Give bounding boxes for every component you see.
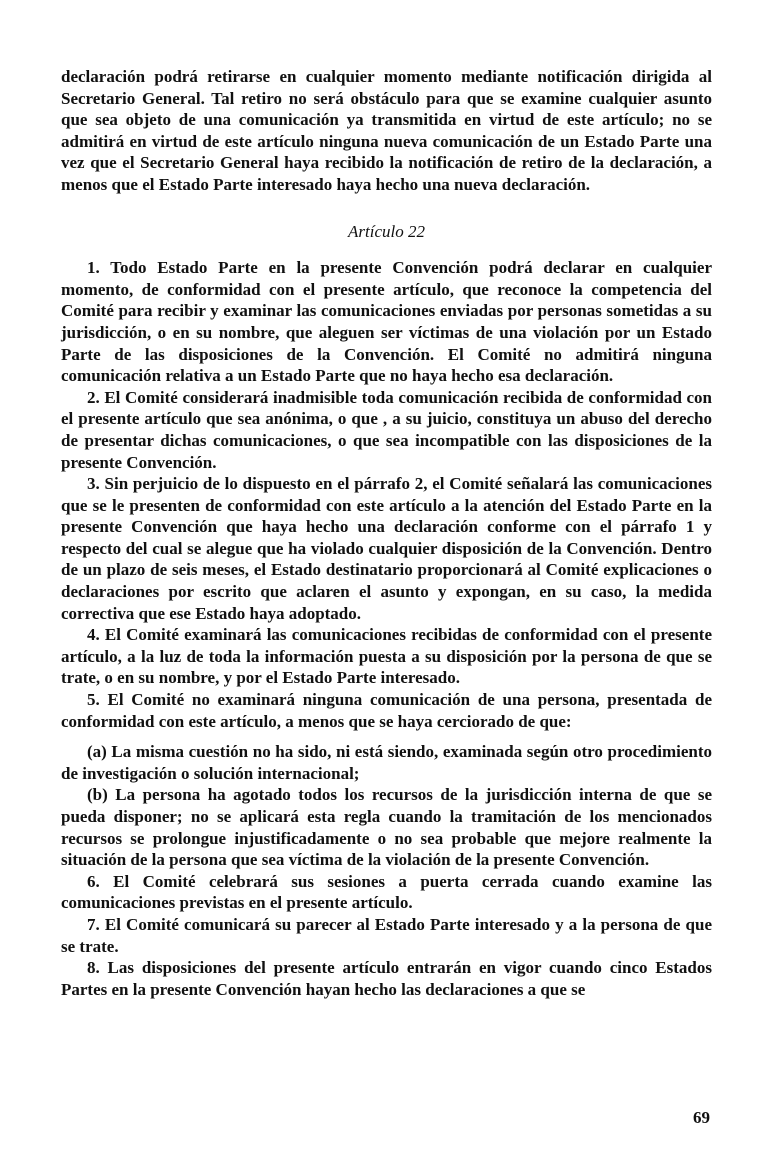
article-heading: Artículo 22 xyxy=(348,221,425,241)
paragraph-2: 2. El Comité considerará inadmisible toda comunicación recibida de conformidad con el presente artículo que sea anónima, o que , a su juicio, constituya un abuso del derecho de presentar dichas comunicaciones, o que sea incompatible con las disposiciones de la presente Convención. xyxy=(61,387,712,472)
paragraph-8: 8. Las disposiciones del presente artículo entrarán en vigor cuando cinco Estados Partes en la presente Convención hayan hecho las declaraciones a que se xyxy=(61,958,712,999)
document-page xyxy=(61,66,712,1000)
paragraph-4: 4. El Comité examinará las comunicaciones recibidas de conformidad con el presente artículo, a la luz de toda la información puesta a su disposición por la persona de que se trate, o en su nombre, y por el Estado Parte interesado. xyxy=(61,625,712,688)
paragraph-3: 3. Sin perjuicio de lo dispuesto en el párrafo 2, el Comité señalará las comunicaciones que se le presenten de conformidad con este artículo a la atención del Estado Parte en la presente Convención que haya hecho una declaración conforme con el párrafo 1 y respecto del cual se alegue que ha violado cualquier disposición de la Convención. Dentro de un plazo de seis meses, el Estado destinatario proporcionará al Comité explicaciones o declaraciones por escrito que aclaren el asunto y expongan, en su caso, la medida correctiva que ese Estado haya adoptado. xyxy=(61,474,712,623)
page-number: 69 xyxy=(693,1108,710,1127)
sub-item-a: (a) La misma cuestión no ha sido, ni está siendo, examinada según otro procedimiento de investigación o solución internacional; xyxy=(61,742,712,783)
paragraph-6: 6. El Comité celebrará sus sesiones a puerta cerrada cuando examine las comunicaciones previstas en el presente artículo. xyxy=(61,871,712,913)
paragraph-7: 7. El Comité comunicará su parecer al Estado Parte interesado y a la persona de que se trate. xyxy=(61,914,712,956)
intro-paragraph: declaración podrá retirarse en cualquier momento mediante notificación dirigida al Secretario General. Tal retiro no será obstáculo para que se examine cualquier asunto que sea objeto de una comunicación ya transmitida en virtud de este artículo; no se admitirá en virtud de este artículo ninguna nueva comunicación de un Estado Parte una vez que el Secretario General haya recibido la notificación de retiro de la declaración, a menos que el Estado Parte interesado haya hecho una nueva declaración. xyxy=(61,67,712,194)
paragraph-5: 5. El Comité no examinará ninguna comunicación de una persona, presentada de conformidad con este artículo, a menos que se haya cerciorado de que: xyxy=(61,690,712,731)
sub-item-b: (b) La persona ha agotado todos los recursos de la jurisdicción interna de que se pueda disponer; no se aplicará esta regla cuando la tramitación de los mencionados recursos se prolongue injustificadamente o no sea probable que mejore realmente la situación de la persona que sea víctima de la violación de la presente Convención. xyxy=(61,785,712,870)
paragraph-1: 1. Todo Estado Parte en la presente Convención podrá declarar en cualquier momento, de conformidad con el presente artículo, que reconoce la competencia del Comité para recibir y examinar las comunicaciones enviadas por personas sometidas a su jurisdicción, o en su nombre, que aleguen ser víctimas de una violación por un Estado Parte de las disposiciones de la Convención. El Comité no admitirá ninguna comunicación relativa a un Estado Parte que no haya hecho esa declaración. xyxy=(61,258,712,386)
